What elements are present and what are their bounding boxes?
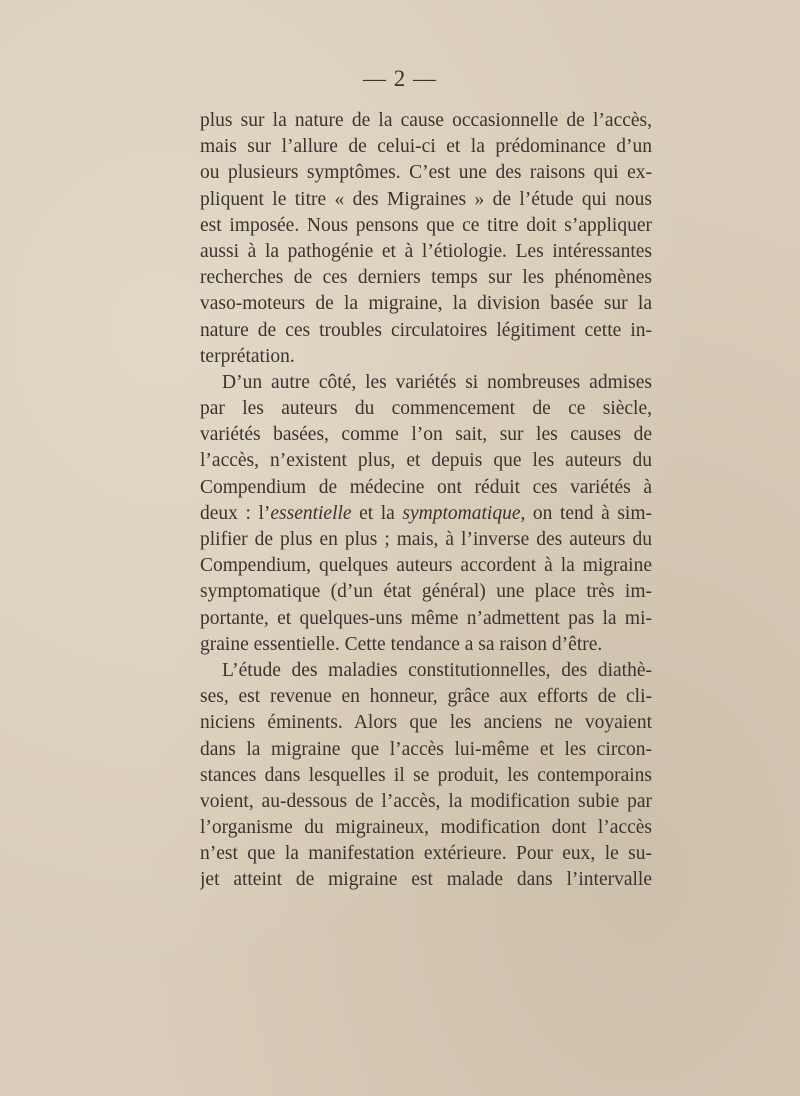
text-line: l’organisme du migraineux, modification dont l’accès	[200, 817, 652, 839]
text-line: plus sur la nature de la cause occasionnelle de l’accès,	[200, 110, 652, 131]
text-line: l’accès, n’existent plus, et depuis que les auteurs du	[200, 450, 652, 472]
italic-term: essentielle	[270, 502, 352, 524]
text-line: portante, et quelques-uns même n’admettent pas la mi-	[200, 607, 652, 629]
text-line: ou plusieurs symptômes. C’est une des raisons qui ex-	[200, 162, 652, 184]
text-line: dans la migraine que l’accès lui-même et les circon-	[200, 738, 652, 760]
text-line: est imposée. Nous pensons que ce titre doit s’appliquer	[200, 214, 652, 236]
text-line: par les auteurs du commencement de ce siècle,	[200, 398, 652, 420]
text-line: terprétation.	[200, 345, 295, 367]
text-line: vaso-moteurs de la migraine, la division basée sur la	[200, 293, 652, 315]
text-line: mais sur l’allure de celui-ci et la prédominance d’un	[200, 136, 652, 158]
line-segment: et la	[351, 502, 403, 524]
text-line: recherches de ces derniers temps sur les phénomènes	[200, 267, 652, 289]
text-line: jet atteint de migraine est malade dans l’intervalle	[200, 869, 652, 891]
text-line: stances dans lesquelles il se produit, les contemporains	[200, 764, 652, 786]
text-line: pliquent le titre « des Migraines » de l’étude qui nous	[200, 188, 652, 210]
line-segment: , on tend à sim-	[520, 502, 652, 524]
text-line: Compendium, quelques auteurs accordent à la migraine	[200, 555, 652, 577]
text-line: plifier de plus en plus ; mais, à l’inverse des auteurs du	[200, 529, 652, 550]
text-line: graine essentielle. Cette tendance a sa raison d’être.	[200, 633, 603, 655]
line-segment: deux : l’	[200, 502, 271, 524]
italic-term: symptomatique	[402, 502, 521, 524]
text-line: variétés basées, comme l’on sait, sur les causes de	[200, 424, 652, 446]
text-line: aussi à la pathogénie et à l’étiologie. Les intéressantes	[200, 240, 652, 262]
text-line: Compendium de médecine ont réduit ces variétés à	[200, 476, 652, 498]
page-number: — 2 —	[363, 66, 437, 91]
text-line: n’est que la manifestation extérieure. Pour eux, le su-	[200, 843, 652, 865]
text-line: D’un autre côté, les variétés si nombreuses admises	[222, 371, 652, 393]
text-line: L’étude des maladies constitutionnelles, des diathè-	[222, 659, 652, 681]
text-line: symptomatique (d’un état général) une place très im-	[200, 581, 652, 603]
body-text	[200, 108, 652, 894]
text-line: niciens éminents. Alors que les anciens ne voyaient	[200, 712, 652, 734]
text-line: voient, au-dessous de l’accès, la modification subie par	[200, 790, 652, 812]
text-line: ses, est revenue en honneur, grâce aux efforts de cli-	[200, 686, 652, 708]
text-line: nature de ces troubles circulatoires légitiment cette in-	[200, 319, 652, 341]
text-line	[200, 501, 652, 527]
